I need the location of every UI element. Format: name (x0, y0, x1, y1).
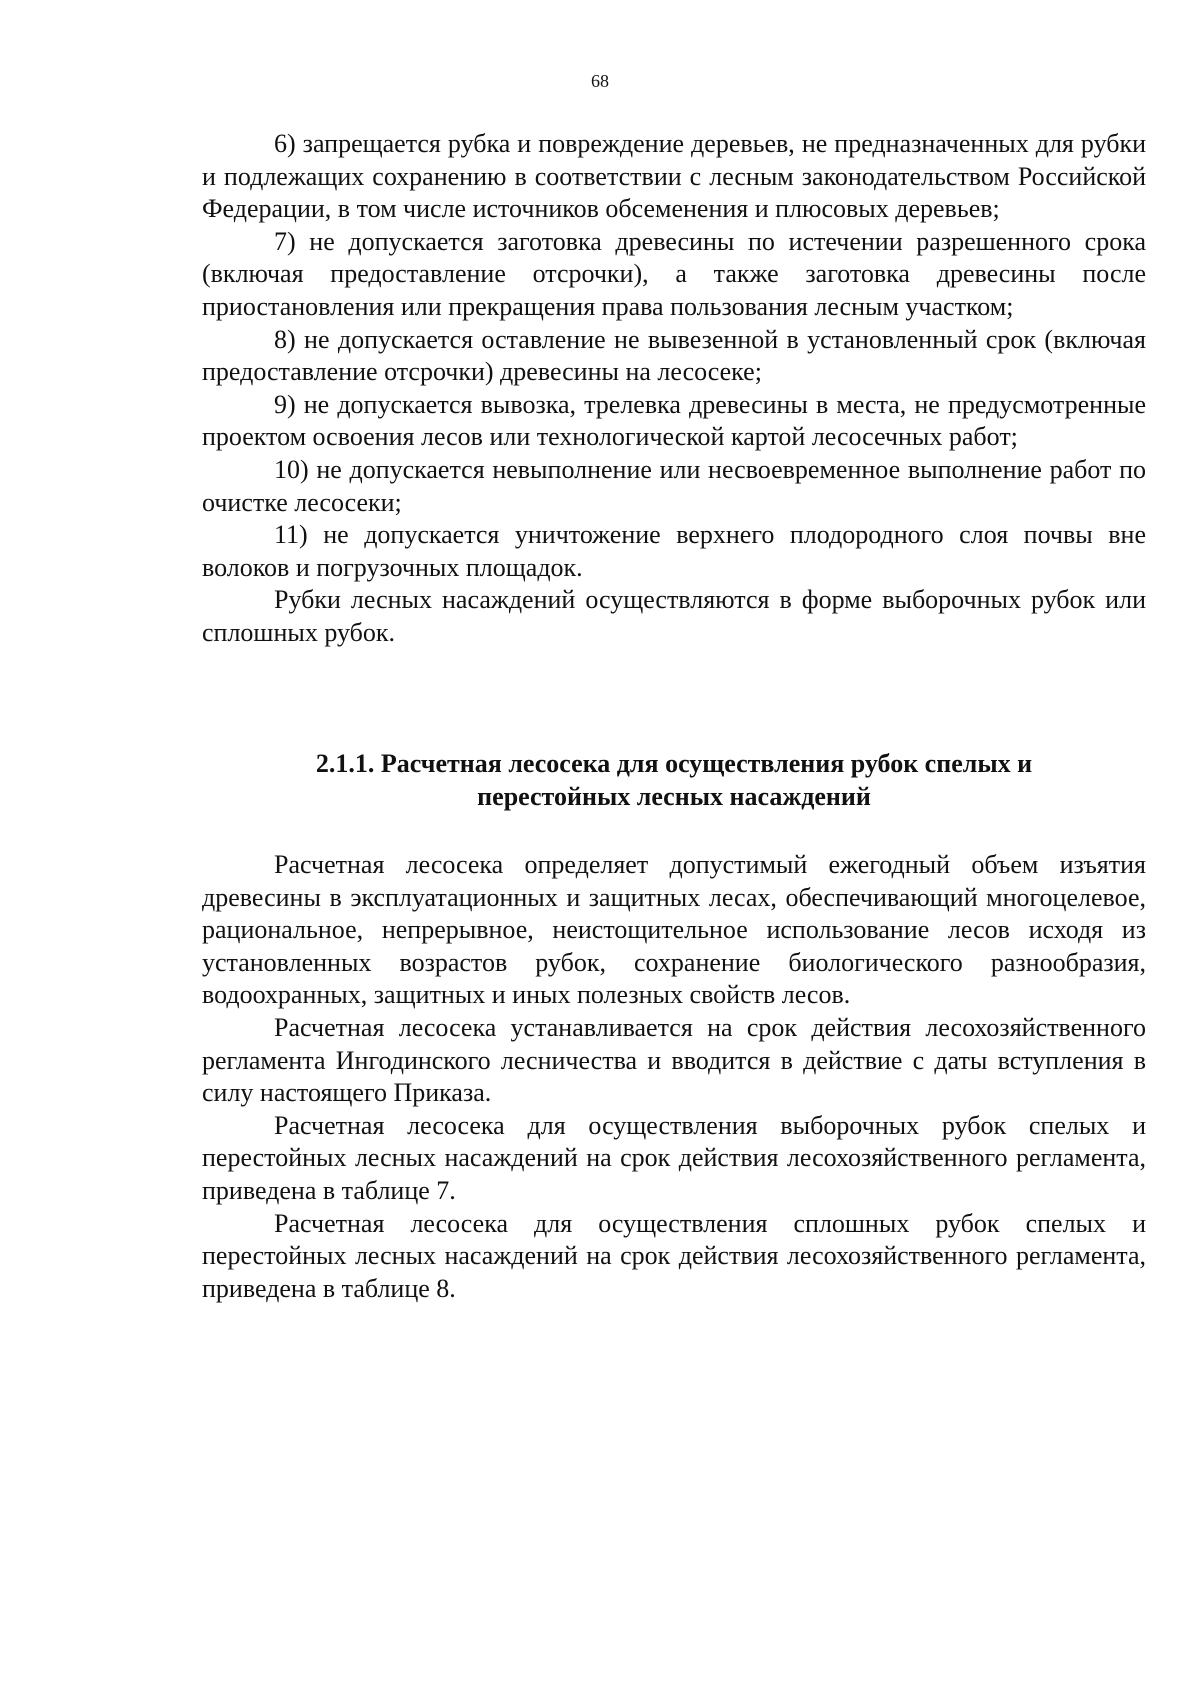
rules-list (202, 128, 1146, 650)
section-heading-line-2: перестойных лесных насаждений (477, 781, 871, 811)
paragraph-rule-11: 11) не допускается уничтожение верхнего плодородного слоя почвы вне волоков и погрузочных площадок. (202, 520, 1146, 582)
paragraph-definition: Расчетная лесосека определяет допустимый ежегодный объем изъятия древесины в эксплуатационных и защитных лесах, обеспечивающий многоцелевое, рациональное, непрерывное, неистощительное использование лесов исходя из установленных возрастов рубок, сохранение биологического разнообразия, водоохранных, защитных и иных полезных свойств лесов. (202, 850, 1146, 1010)
page-number: 68 (591, 71, 609, 91)
paragraph-table-7-reference: Расчетная лесосека для осуществления выборочных рубок спелых и перестойных лесных насаждений на срок действия лесохозяйственного регламента, приведена в таблице 7. (202, 1110, 1146, 1205)
paragraph-rule-6: 6) запрещается рубка и повреждение деревьев, не предназначенных для рубки и подлежащих сохранению в соответствии с лесным законодательством Российской Федерации, в том числе источников обсеменения и плюсовых деревьев; (202, 129, 1146, 224)
section-heading-line-1: 2.1.1. Расчетная лесосека для осуществления рубок спелых и (315, 749, 1033, 778)
paragraph-term: Расчетная лесосека устанавливается на срок действия лесохозяйственного регламента Ингодинского лесничества и вводится в действие с даты вступления в силу настоящего Приказа. (202, 1012, 1146, 1108)
paragraph-rule-9: 9) не допускается вывозка, трелевка древесины в места, не предусмотренные проектом освоения лесов или технологической картой лесосечных работ; (202, 389, 1146, 452)
paragraph-cutting-forms: Рубки лесных насаждений осуществляются в форме выборочных рубок или сплошных рубок. (202, 585, 1146, 647)
paragraph-table-8-reference: Расчетная лесосека для осуществления сплошных рубок спелых и перестойных лесных насаждений на срок действия лесохозяйственного регламента, приведена в таблице 8. (202, 1208, 1146, 1303)
paragraph-rule-10: 10) не допускается невыполнение или несвоевременное выполнение работ по очистке лесосеки; (202, 454, 1146, 517)
section-heading (202, 748, 1146, 813)
section-body (202, 849, 1146, 1305)
paragraph-rule-7: 7) не допускается заготовка древесины по истечении разрешенного срока (включая предоставление отсрочки), а также заготовка древесины после приостановления или прекращения права пользования лесным участком; (202, 226, 1146, 321)
paragraph-rule-8: 8) не допускается оставление не вывезенной в установленный срок (включая предоставление отсрочки) древесины на лесосеке; (202, 324, 1146, 387)
